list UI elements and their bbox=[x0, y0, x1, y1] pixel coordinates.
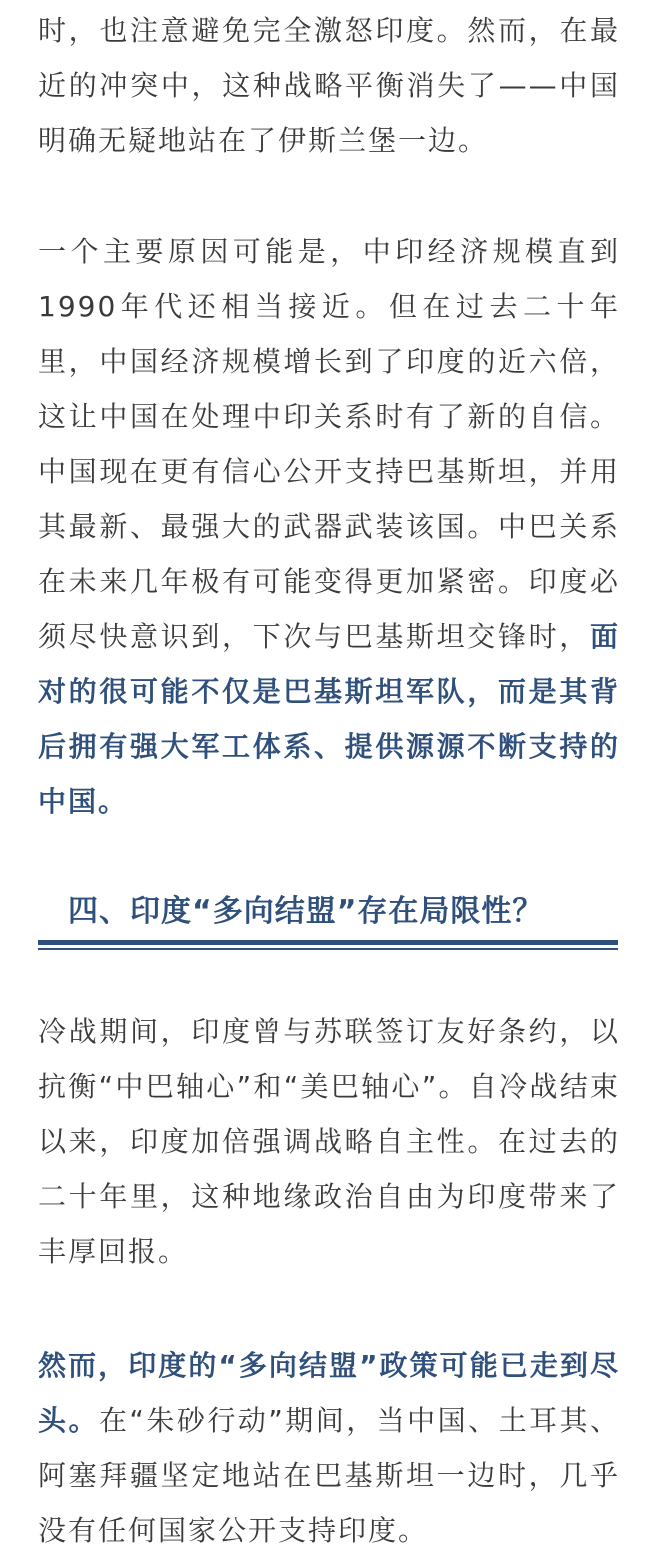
article-paragraph-4 bbox=[38, 1338, 620, 1558]
paragraph-4-highlight: 然而，印度的“多向结盟”政策可能已走到尽头。 bbox=[38, 1349, 620, 1437]
section-rule-thin bbox=[38, 948, 618, 950]
paragraph-4-text: 在“朱砂行动”期间，当中国、土耳其、阿塞拜疆坚定地站在巴基斯坦一边时，几乎没有任何国家公开支持印度。 bbox=[38, 1404, 620, 1547]
paragraph-1-text: 时，也注意避免完全激怒印度。然而，在最近的冲突中，这种战略平衡消失了——中国明确无疑地站在了伊斯兰堡一边。 bbox=[38, 14, 620, 157]
section-title: 四、印度“多向结盟”存在局限性？ bbox=[68, 894, 544, 929]
paragraph-3-text: 冷战期间，印度曾与苏联签订友好条约，以抗衡“中巴轴心”和“美巴轴心”。自冷战结束以来，印度加倍强调战略自主性。在过去的二十年里，这种地缘政治自由为印度带来了丰厚回报。 bbox=[38, 1015, 620, 1268]
section-heading bbox=[38, 884, 618, 950]
article-paragraph-2 bbox=[38, 224, 620, 829]
article-paragraph-1 bbox=[38, 3, 620, 168]
article-paragraph-3 bbox=[38, 1004, 620, 1279]
paragraph-2-highlight: 面对的很可能不仅是巴基斯坦军队，而是其背后拥有强大军工体系、提供源源不断支持的中国。 bbox=[38, 620, 620, 818]
paragraph-2-text: 一个主要原因可能是，中印经济规模直到1990年代还相当接近。但在过去二十年里，中国经济规模增长到了印度的近六倍，这让中国在处理中印关系时有了新的自信。中国现在更有信心公开支持巴基斯坦，并用其最新、最强大的武器武装该国。中巴关系在未来几年极有可能变得更加紧密。印度必须尽快意识到，下次与巴基斯坦交锋时， bbox=[38, 235, 620, 653]
